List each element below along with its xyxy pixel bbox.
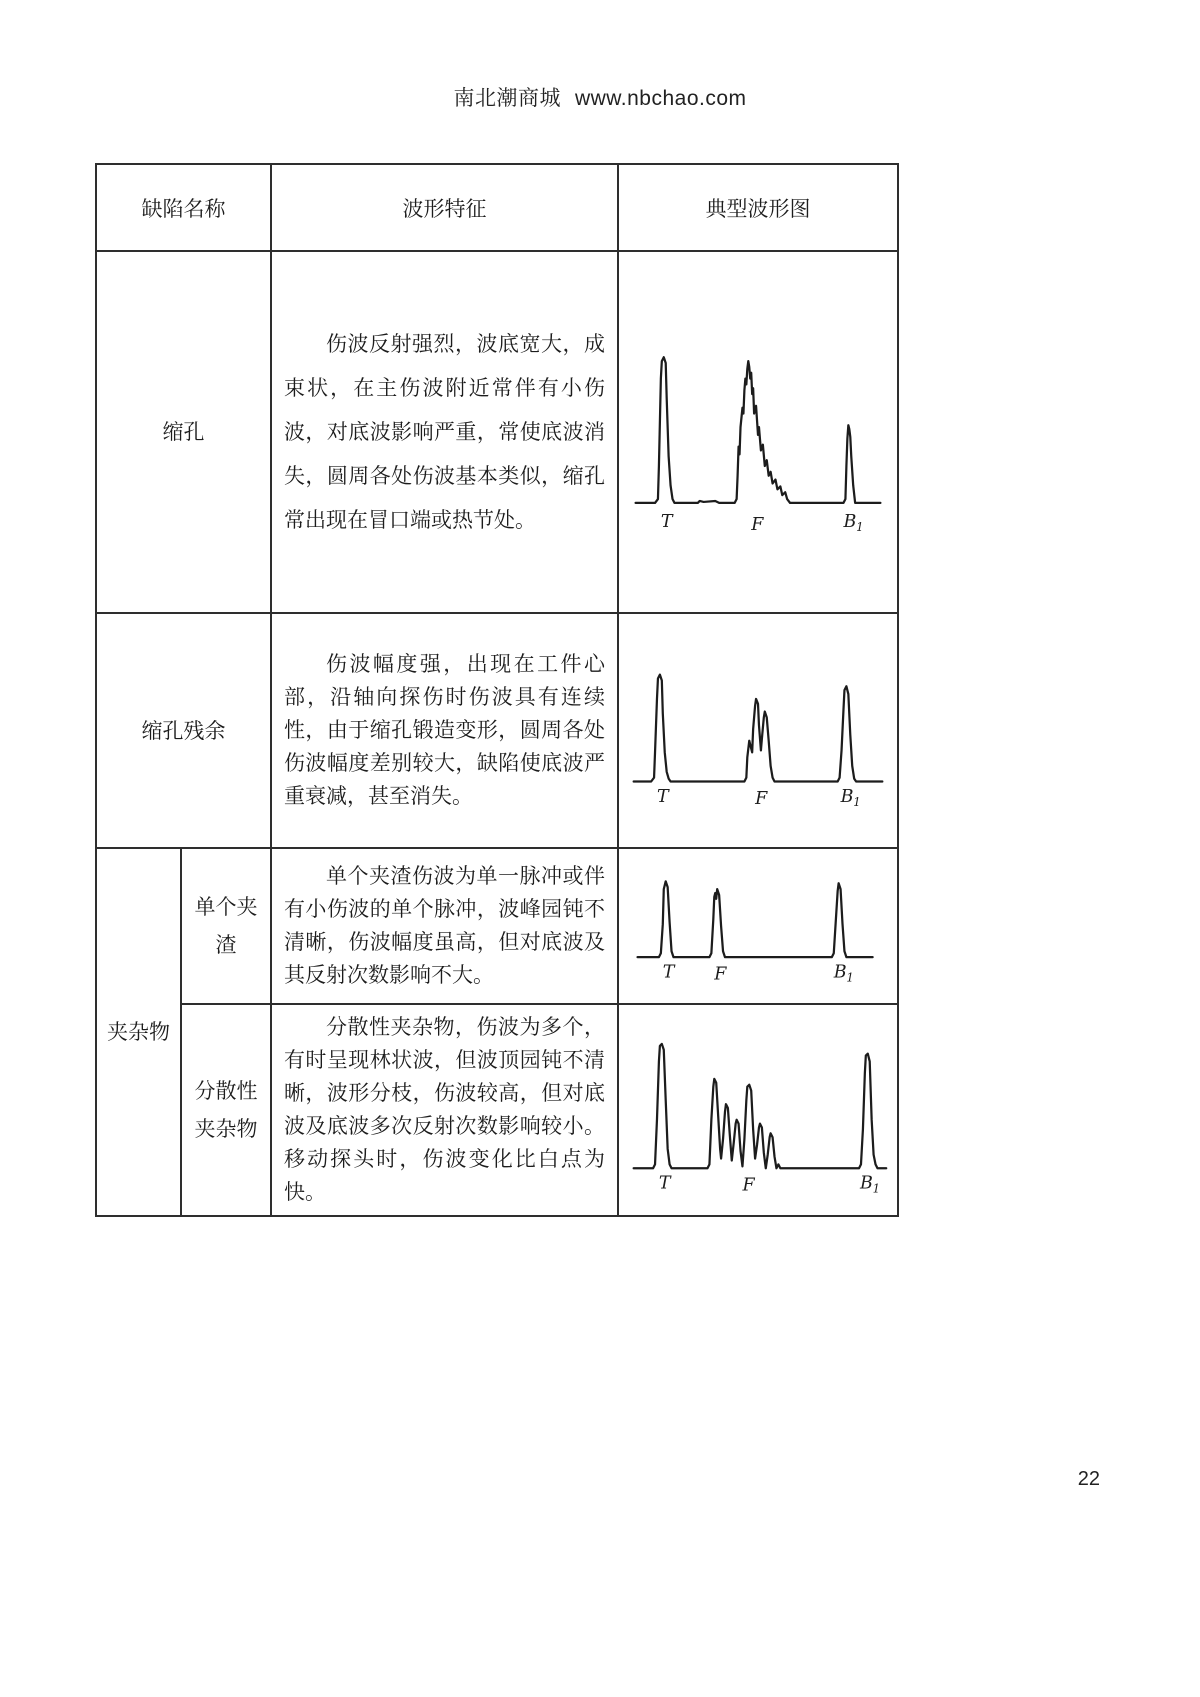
page-number: 22: [1077, 1468, 1100, 1490]
wave-feature-cell: [271, 613, 618, 848]
table-row: [96, 251, 898, 613]
header-cell-wave-feature: 波形特征: [271, 164, 618, 251]
feature-text: 伤波反射强烈，波底宽大，成束状，在主伤波附近常伴有小伤波，对底波影响严重，常使底波消失，圆周各处伤波基本类似，缩孔常出现在冒口端或热节处。: [284, 332, 605, 532]
defect-name-cell: 缩孔残余: [96, 613, 271, 848]
waveform-trace: [634, 675, 883, 782]
header-cell-typical-waveform: 典型波形图: [618, 164, 898, 251]
waveform-cell: [618, 613, 898, 848]
table-row: [96, 613, 898, 848]
wave-label-t: T: [658, 1173, 671, 1194]
wave-label-b: B: [833, 962, 847, 982]
wave-feature-cell: [271, 848, 618, 1004]
wave-label-t: T: [660, 512, 673, 533]
waveform-cell: [618, 251, 898, 613]
feature-text: 伤波幅度强，出现在工件心部，沿轴向探伤时伤波具有连续性，由于缩孔锻造变形，圆周各处伤波幅度差别较大，缺陷使底波严重衰减，甚至消失。: [284, 652, 605, 808]
waveform-cell: [618, 848, 898, 1004]
waveform-figure-single-slag: [622, 864, 894, 989]
wave-feature-cell: [271, 1004, 618, 1216]
site-url: www.nbchao.com: [574, 87, 747, 110]
defect-name-cell: 分散性夹杂物: [181, 1004, 271, 1216]
wave-label-b-sub: 1: [853, 794, 861, 809]
wave-label-b-sub: 1: [856, 520, 864, 535]
table-header-row: [96, 164, 898, 251]
waveform-trace: [636, 357, 881, 503]
header-cell-defect-name: 缺陷名称: [96, 164, 271, 251]
table-row: [96, 1004, 898, 1216]
wave-label-b-sub: 1: [872, 1181, 881, 1196]
waveform-cell: [618, 1004, 898, 1216]
waveform-figure-shrinkage-residue: [622, 643, 894, 818]
wave-label-b: B: [840, 786, 854, 807]
waveform-trace: [634, 1044, 887, 1168]
table-row: [96, 848, 898, 1004]
wave-label-b-sub: 1: [846, 969, 854, 984]
waveform-trace: [638, 881, 873, 957]
defect-name-cell: 缩孔: [96, 251, 271, 613]
wave-label-f: F: [751, 515, 764, 536]
wave-label-t: T: [662, 962, 675, 982]
defect-group-cell: 夹杂物: [96, 848, 181, 1216]
wave-label-f: F: [755, 788, 768, 809]
defect-waveform-table: [95, 163, 899, 1217]
wave-label-t: T: [656, 786, 669, 807]
feature-text: 单个夹渣伤波为单一脉冲或伴有小伤波的单个脉冲，波峰园钝不清晰，伤波幅度虽高，但对底波及其反射次数影响不大。: [284, 864, 605, 987]
wave-label-f: F: [742, 1175, 755, 1196]
wave-label-b: B: [860, 1173, 873, 1194]
waveform-figure-shrinkage: [622, 317, 894, 547]
wave-label-f: F: [714, 963, 727, 984]
site-name: 南北潮商城: [453, 87, 561, 110]
waveform-figure-dispersed-inclusions: [622, 1020, 894, 1200]
defect-name-cell: 单个夹渣: [181, 848, 271, 1004]
wave-feature-cell: [271, 251, 618, 613]
feature-text: 分散性夹杂物，伤波为多个，有时呈现林状波，但波顶园钝不清晰，波形分枝，伤波较高，但对底波及底波多次反射次数影响较小。移动探头时，伤波变化比白点为快。: [284, 1015, 605, 1204]
page-header: [0, 82, 1200, 112]
wave-label-b: B: [843, 512, 857, 533]
